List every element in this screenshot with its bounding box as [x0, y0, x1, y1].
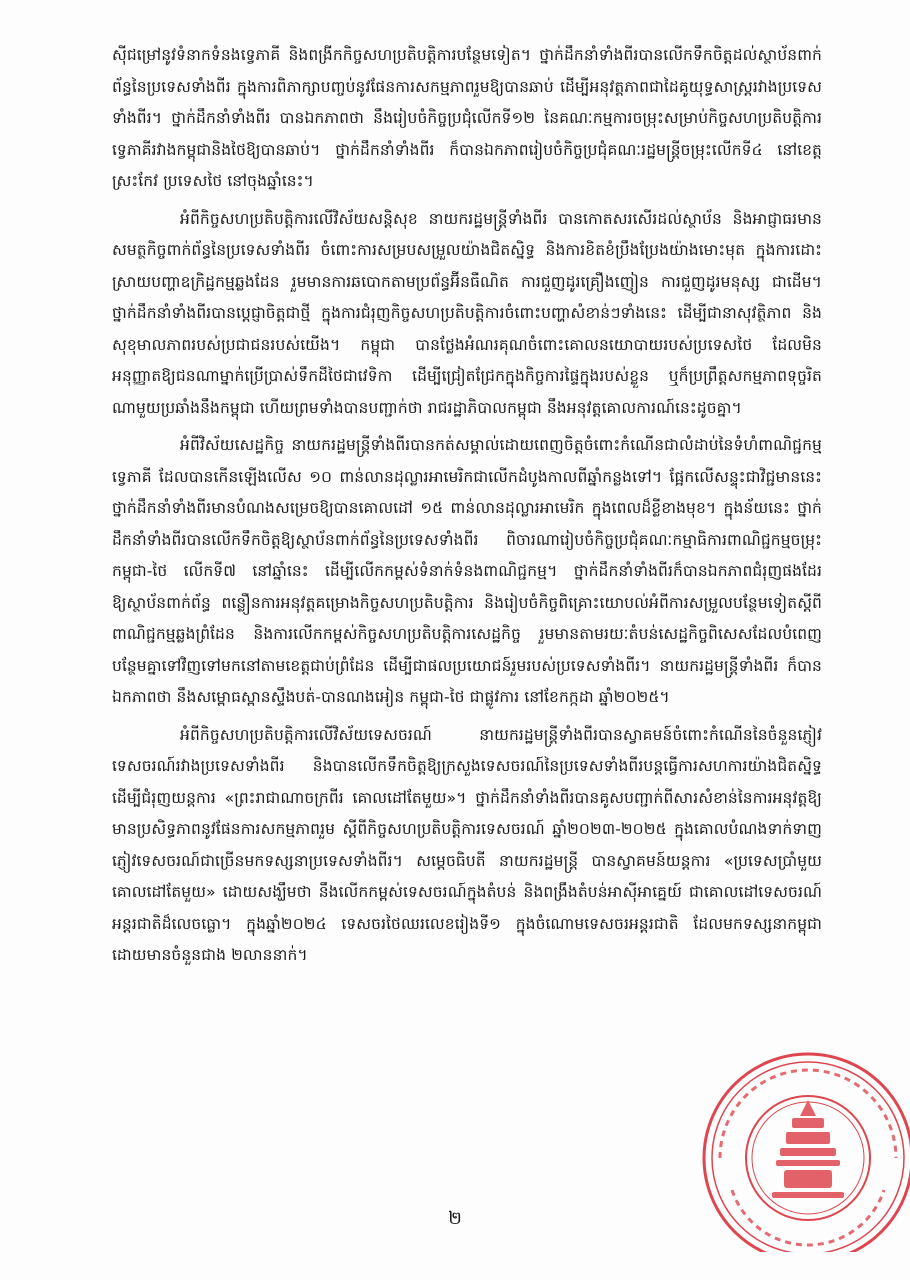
paragraph-tourism-cooperation: អំពីកិច្ចសហប្រតិបត្តិការលើវិស័យទេសចរណ៍ នាយករដ្ឋមន្ត្រីទាំងពីរបានស្វាគមន៍ចំពោះកំណើននៃចំនួនភ្ញៀវទេសចរណ៍រវាងប្រទេសទាំងពីរ និងបានលើកទឹកចិត្តឱ្យក្រសួងទេសចរណ៍នៃប្រទេសទាំងពីរបន្តធ្វើការសហការយ៉ាងជិតស្និទ្ធ ដើម្បីជំរុញយន្តការ «ព្រះរាជាណាចក្រពីរ គោលដៅតែមួយ»។ ថ្នាក់ដឹកនាំទាំងពីរបានគូសបញ្ជាក់ពីសារសំខាន់នៃការអនុវត្តឱ្យមានប្រសិទ្ធភាពនូវផែនការសកម្មភាពរួម ស្តីពីកិច្ចសហប្រតិបត្តិការទេសចរណ៍ ឆ្នាំ២០២៣-២០២៥ ក្នុងគោលបំណងទាក់ទាញភ្ញៀវទេសចរណ៍ជាច្រើនមកទស្សនាប្រទេសទាំងពីរ។ សម្តេចធិបតី នាយករដ្ឋមន្ត្រី បានស្វាគមន៍យន្តការ «ប្រទេសប្រាំមួយ គោលដៅតែមួយ» ដោយសង្ឃឹមថា នឹងលើកកម្ពស់ទេសចរណ៍ក្នុងតំបន់ និងពង្រឹងតំបន់អាស៊ីអាគ្នេយ៍ ជាគោលដៅទេសចរណ៍អន្តរជាតិដ៏លេចធ្លោ។ ក្នុងឆ្នាំ២០២៤ ទេសចរថៃឈរលេខរៀងទី១ ក្នុងចំណោមទេសចរអន្តរជាតិ ដែលមកទស្សនាកម្ពុជា ដោយមានចំនួនជាង ២លាននាក់។: [112, 725, 822, 964]
page-number: ២: [448, 1208, 462, 1229]
document-body: [112, 40, 822, 978]
paragraph-diplomatic-relations: ស៊ីជម្រៅនូវទំនាកទំនងទ្វេភាគី និងពង្រីកកិច្ចសហប្រតិបត្តិការបន្ថែមទៀត។ ថ្នាក់ដឹកនាំទាំងពីរបានលើកទឹកចិត្តដល់ស្ថាប័នពាក់ព័ន្ធនៃប្រទេសទាំងពីរ ក្នុងការពិភាក្សាបញ្ចប់នូវផែនការសកម្មភាពរួមឱ្យបានឆាប់ ដើម្បីអនុវត្តភាពជាដៃគូយុទ្ធសាស្ត្ររវាងប្រទេសទាំងពីរ។ ថ្នាក់ដឹកនាំទាំងពីរ បានឯកភាពថា នឹងរៀបចំកិច្ចប្រជុំលើកទី១២ នៃគណៈកម្មការចម្រុះសម្រាប់កិច្ចសហប្រតិបត្តិការទ្វេភាគីរវាងកម្ពុជានិងថៃឱ្យបានឆាប់។ ថ្នាក់ដឹកនាំទាំងពីរ ក៏បានឯកភាពរៀបចំកិច្ចប្រជុំគណៈរដ្ឋមន្ត្រីចម្រុះលើកទី៤ នៅខេត្តស្រះកែវ ប្រទេសថៃ នៅចុងឆ្នាំនេះ។: [112, 46, 822, 190]
paragraph-economic-cooperation: អំពីវិស័យសេដ្ឋកិច្ច នាយករដ្ឋមន្ត្រីទាំងពីរបានកត់សម្គាល់ដោយពេញចិត្តចំពោះកំណើនជាលំដាប់នៃទំហំពាណិជ្ជកម្មទ្វេភាគី ដែលបានកើនឡើងលើស ១០ ពាន់លានដុល្លារអាមេរិកជាលើកដំបូងកាលពីឆ្នាំកន្លងទៅ។ ផ្អែកលើសន្ទុះជាវិជ្ជមាននេះ ថ្នាក់ដឹកនាំទាំងពីរមានបំណងសម្រេចឱ្យបានគោលដៅ ១៥ ពាន់លានដុល្លារអាមេរិក ក្នុងពេលដ៏ខ្លីខាងមុខ។ ក្នុងន័យនេះ ថ្នាក់ដឹកនាំទាំងពីរបានលើកទឹកចិត្តឱ្យស្ថាប័នពាក់ព័ន្ធនៃប្រទេសទាំងពីរ ពិចារណារៀបចំកិច្ចប្រជុំគណៈកម្មាធិការពាណិជ្ជកម្មចម្រុះកម្ពុជា-ថៃ លើកទី៧ នៅឆ្នាំនេះ ដើម្បីលើកកម្ពស់ទំនាក់ទំនងពាណិជ្ជកម្ម។ ថ្នាក់ដឹកនាំទាំងពីរក៏បានឯកភាពជំរុញផងដែរ ឱ្យស្ថាប័នពាក់ព័ន្ធ ពន្លឿនការអនុវត្តគម្រោងកិច្ចសហប្រតិបត្តិការ និងរៀបចំកិច្ចពិគ្រោះយោបល់អំពីការសម្រួលបន្ថែមទៀតស្តីពីពាណិជ្ជកម្មឆ្លងព្រំដែន និងការលើកកម្ពស់កិច្ចសហប្រតិបត្តិការសេដ្ឋកិច្ច រួមមានតាមរយៈតំបន់សេដ្ឋកិច្ចពិសេសដែលបំពេញបន្ថែមគ្នាទៅវិញទៅមកនៅតាមខេត្តជាប់ព្រំដែន ដើម្បីជាផលប្រយោជន៍រួមរបស់ប្រទេសទាំងពីរ។ នាយករដ្ឋមន្ត្រីទាំងពីរ ក៏បានឯកភាពថា នឹងសម្ពោធស្ពានស្ទឹងបត់-បានណងអៀន កម្ពុជា-ថៃ ជាផ្លូវការ នៅខែកក្កដា ឆ្នាំ២០២៥។: [112, 436, 822, 706]
paragraph-security-cooperation: អំពីកិច្ចសហប្រតិបត្តិការលើវិស័យសន្តិសុខ នាយករដ្ឋមន្ត្រីទាំងពីរ បានកោតសរសើរដល់ស្ថាប័ន និងអាជ្ញាធរមានសមត្ថកិច្ចពាក់ព័ន្ធនៃប្រទេសទាំងពីរ ចំពោះការសម្របសម្រួលយ៉ាងជិតស្និទ្ធ និងការខិតខំប្រឹងប្រែងយ៉ាងមោះមុត ក្នុងការដោះស្រាយបញ្ហាឧក្រិដ្ឋកម្មឆ្លងដែន រួមមានការឆបោកតាមប្រព័ន្ធអ៊ីនធឺណិត ការជួញដូរគ្រឿងញៀន ការជួញដូរមនុស្ស ជាដើម។ ថ្នាក់ដឹកនាំទាំងពីរបានប្តេជ្ញាចិត្តជាថ្មី ក្នុងការជំរុញកិច្ចសហប្រតិបត្តិការចំពោះបញ្ហាសំខាន់ៗទាំងនេះ ដើម្បីជានាសុវត្ថិភាព និងសុខុមាលភាពរបស់ប្រជាជនរបស់យើង។ កម្ពុជា បានថ្លែងអំណរគុណចំពោះគោលនយោបាយរបស់ប្រទេសថៃ ដែលមិនអនុញ្ញាតឱ្យជនណាម្នាក់ប្រើប្រាស់ទឹកដីថៃជាវេទិកា ដើម្បីជ្រៀតជ្រែកក្នុងកិច្ចការផ្ទៃក្នុងរបស់ខ្លួន ឬក៏ប្រព្រឹត្តសកម្មភាពទុច្ចរិតណាមួយប្រឆាំងនឹងកម្ពុជា ហើយព្រមទាំងបានបញ្ជាក់ថា រាជរដ្ឋាភិបាលកម្ពុជា នឹងអនុវត្តគោលការណ៍នេះដូចគ្នា។: [112, 209, 822, 417]
